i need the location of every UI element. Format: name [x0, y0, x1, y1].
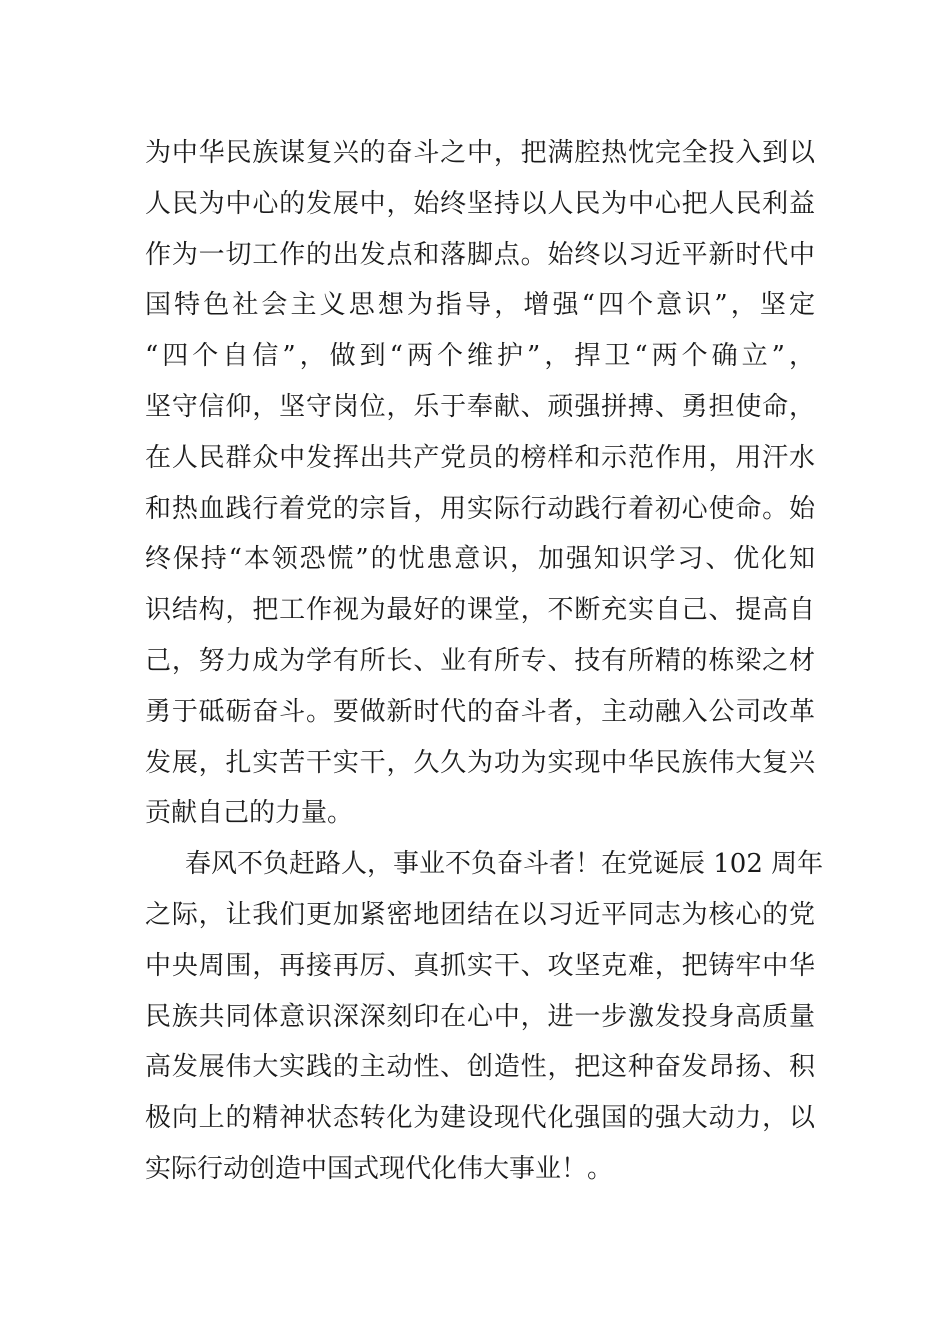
- paragraph-2: [145, 839, 824, 1195]
- body-text: [145, 128, 824, 1195]
- text-line: 作为一切工作的出发点和落脚点。始终以习近平新时代中: [145, 239, 815, 270]
- text-line: 为中华民族谋复兴的奋斗之中，把满腔热忱完全投入到以: [145, 138, 815, 168]
- text-line: 极向上的精神状态转化为建设现代化强国的强大动力，以: [145, 1103, 815, 1134]
- text-line: 坚守信仰，坚守岗位，乐于奉献、顽强拼搏、勇担使命，: [145, 391, 815, 422]
- text-line: 发展，扎实苦干实干，久久为功为实现中华民族伟大复兴: [145, 747, 815, 778]
- text-line: 识结构，把工作视为最好的课堂，不断充实自己、提高自: [145, 595, 815, 626]
- text-line: “四个自信”，做到“两个维护”，捍卫“两个确立”，: [145, 341, 815, 372]
- text-line: 中央周围，再接再厉、真抓实干、攻坚克难，把铸牢中华: [145, 950, 815, 981]
- text-line: 终保持“本领恐慌”的忧患意识，加强知识学习、优化知: [145, 544, 815, 575]
- text-line: 和热血践行着党的宗旨，用实际行动践行着初心使命。始: [145, 493, 815, 524]
- text-line: 勇于砥砺奋斗。要做新时代的奋斗者，主动融入公司改革: [145, 696, 815, 727]
- text-line: 贡献自己的力量。: [145, 798, 354, 829]
- text-line: 人民为中心的发展中，始终坚持以人民为中心把人民利益: [145, 188, 815, 219]
- paragraph-1: [145, 128, 815, 839]
- text-line: 高发展伟大实践的主动性、创造性，把这种奋发昂扬、积: [145, 1052, 815, 1083]
- text-line: 之际，让我们更加紧密地团结在以习近平同志为核心的党: [145, 899, 815, 930]
- text-line: 国特色社会主义思想为指导，增强“四个意识”，坚定: [145, 290, 815, 321]
- text-line: 春风不负赶路人，事业不负奋斗者！在党诞辰 102 周年: [185, 849, 824, 880]
- text-line: 实际行动创造中国式现代化伟大事业！。: [145, 1153, 614, 1184]
- text-line: 在人民群众中发挥出共产党员的榜样和示范作用，用汗水: [145, 442, 815, 473]
- text-line: 己，努力成为学有所长、业有所专、技有所精的栋梁之材: [145, 645, 815, 676]
- text-line: 民族共同体意识深深刻印在心中，进一步激发投身高质量: [145, 1001, 815, 1032]
